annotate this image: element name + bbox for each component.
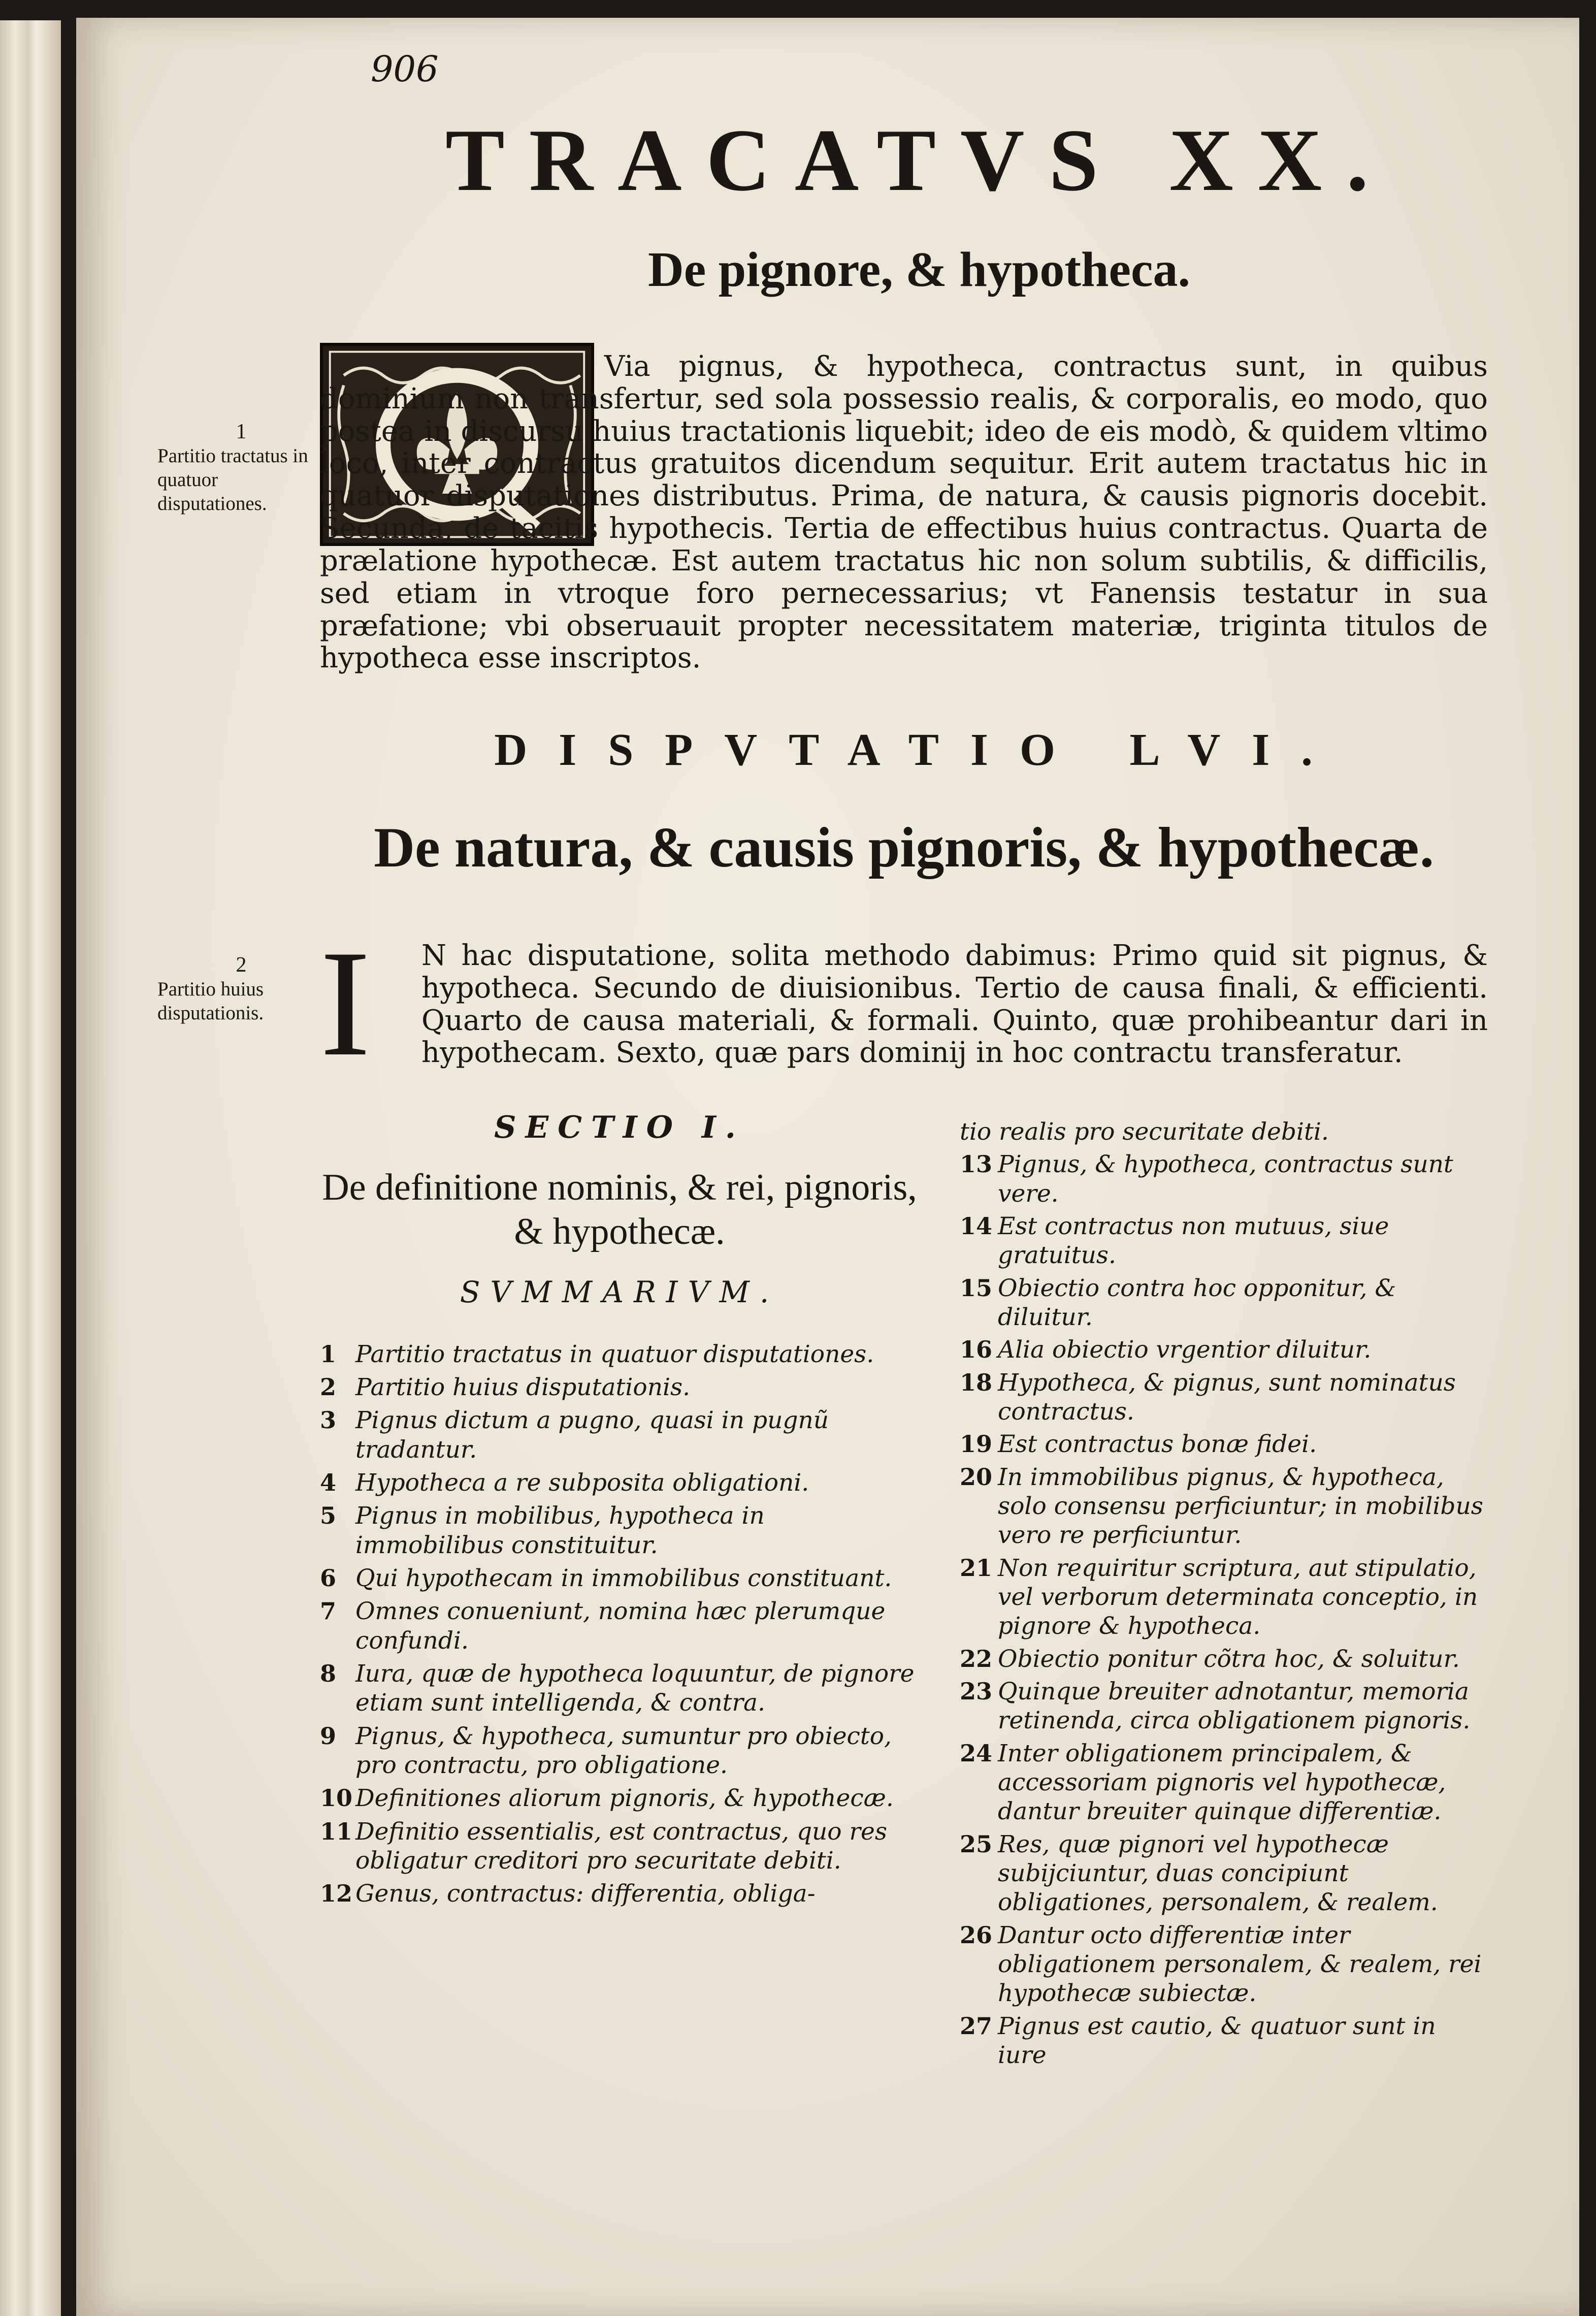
summary-text: Definitio essentialis, est contractus, quo res obligatur creditori pro securitate debiti.	[355, 1817, 887, 1875]
summary-number: 23	[960, 1677, 993, 1705]
summary-item	[960, 1921, 1488, 2008]
summary-number: 25	[960, 1830, 993, 1858]
summary-item	[960, 1335, 1488, 1364]
section-title: SECTIO I.	[494, 1110, 745, 1145]
summary-number: 12	[320, 1880, 353, 1908]
dropcap-i: I	[320, 919, 371, 1087]
summary-number: 10	[320, 1784, 353, 1812]
summary-number: 22	[960, 1645, 993, 1672]
summary-text: Genus, contractus: differentia, obliga-	[355, 1880, 816, 1908]
summary-item	[960, 1645, 1488, 1674]
summary-number: 24	[960, 1739, 993, 1767]
summary-item	[320, 1784, 919, 1813]
summary-item-continuation	[960, 1117, 1488, 1146]
summary-list-left	[320, 1340, 919, 1909]
margin-note-1	[157, 419, 325, 516]
summary-number: 21	[960, 1554, 993, 1582]
disputatio-subtitle: De natura, & causis pignoris, & hypothecæ.	[374, 816, 1434, 879]
summary-number: 18	[960, 1368, 993, 1396]
page-number: 906	[371, 48, 439, 90]
summary-text: Res, quæ pignori vel hypothecæ subijciuntur, duas concipiunt obligationes, personalem, & realem.	[998, 1830, 1438, 1917]
margin-note-text: Partitio huius disputationis.	[157, 978, 264, 1024]
summary-item	[960, 1739, 1488, 1826]
summary-item	[960, 1677, 1488, 1735]
summary-number: 20	[960, 1463, 993, 1491]
right-column	[960, 1117, 1488, 2073]
summary-number: 2	[320, 1373, 337, 1401]
summary-number: 6	[320, 1564, 337, 1592]
summary-item	[960, 1430, 1488, 1459]
tractatus-subtitle: De pignore, & hypotheca.	[648, 242, 1190, 297]
summary-item	[320, 1406, 919, 1464]
summary-text: Pignus in mobilibus, hypotheca in immobilibus constituitur.	[355, 1502, 765, 1559]
summary-text: Inter obligationem principalem, & accessoriam pignoris vel hypothecæ, dantur breuiter quinque differentiæ.	[998, 1739, 1446, 1826]
summary-item	[320, 1817, 919, 1876]
summary-item	[320, 1340, 919, 1369]
summary-number: 3	[320, 1406, 337, 1434]
summary-item	[960, 1150, 1488, 1208]
summary-text: Definitiones aliorum pignoris, & hypothecæ.	[355, 1784, 894, 1813]
summary-number: 15	[960, 1274, 993, 1302]
summary-text: Iura, quæ de hypotheca loquuntur, de pignore etiam sunt intelligenda, & contra.	[355, 1659, 915, 1717]
summary-text: Qui hypothecam in immobilibus constituant.	[355, 1564, 892, 1592]
margin-note-text: Partitio tractatus in quatuor disputationes.	[157, 445, 308, 514]
intro-paragraph: Via pignus, & hypotheca, contractus sunt, in quibus dominium non transfertur, sed sola possessio realis, & corporalis, eo modo, quo postea in discursu huius tractationis liquebit; ideo de eis modò, & quidem vltimo loco, inter contractus gratuitos dicendum sequitur. Erit autem tractatus hic in quatuor disputationes distributus. Prima, de natura, & causis pignoris docebit. Secunda, de tacitis hypothecis. Tertia de effectibus huius contractus. Quarta de prælatione hypothecæ. Est autem tractatus hic non solum subtilis, & difficilis, sed etiam in vtroque foro pernecessarius; vt Fanensis testatur in sua præfatione; vbi obseruauit propter necessitatem materiæ, triginta titulos de hypotheca esse inscriptos.	[320, 350, 1488, 675]
summary-item	[960, 1274, 1488, 1332]
summary-number: 7	[320, 1597, 337, 1625]
summary-item	[320, 1879, 919, 1908]
summarium-title: SVMMARIVM.	[460, 1274, 779, 1309]
summary-item	[320, 1564, 919, 1593]
summary-text: Partitio huius disputationis.	[355, 1373, 691, 1401]
summary-number: 13	[960, 1150, 993, 1178]
summary-number: 5	[320, 1502, 337, 1530]
summary-item	[960, 1830, 1488, 1917]
disputatio-title: DISPVTATIO LVI.	[494, 725, 1344, 775]
summary-text: Partitio tractatus in quatuor disputationes.	[355, 1340, 874, 1368]
summary-number: 11	[320, 1817, 353, 1845]
summary-item	[320, 1597, 919, 1655]
summary-number: 8	[320, 1659, 337, 1687]
summary-text: Quinque breuiter adnotantur, memoria retinenda, circa obligationem pignoris.	[998, 1677, 1471, 1735]
summary-item	[320, 1501, 919, 1560]
summary-item	[320, 1468, 919, 1497]
summary-text: Pignus, & hypotheca, sumuntur pro obiecto, pro contractu, pro obligatione.	[355, 1722, 892, 1779]
summary-number: 26	[960, 1921, 993, 1949]
summary-text: In immobilibus pignus, & hypotheca, solo consensu perficiuntur; in mobilibus vero re perficiuntur.	[998, 1463, 1483, 1550]
summary-number: 16	[960, 1336, 993, 1364]
summary-text: Hypotheca, & pignus, sunt nominatus contractus.	[998, 1368, 1456, 1426]
summary-text: Dantur octo differentiæ inter obligationem personalem, & realem, rei hypothecæ subiectæ.	[998, 1921, 1482, 2008]
summary-item	[960, 2012, 1488, 2070]
summary-item	[960, 1368, 1488, 1427]
summary-number: 19	[960, 1430, 993, 1458]
summary-text: Est contractus non mutuus, siue gratuitus.	[998, 1212, 1389, 1270]
margin-note-2	[157, 952, 325, 1025]
summary-number: 1	[320, 1340, 337, 1368]
summary-number: 9	[320, 1722, 337, 1750]
disputatio-intro-paragraph: N hac disputatione, solita methodo dabimus: Primo quid sit pignus, & hypotheca. Secundo de diuisionibus. Tertio de causa finali, & efficienti. Quarto de causa materiali, & formali. Quinto, quæ prohibeantur dari in hypothecam. Sexto, quæ pars dominij in hoc contractu transferatur.	[421, 939, 1488, 1070]
summary-text: Pignus est cautio, & quatuor sunt in iure	[998, 2012, 1436, 2069]
summary-number: 4	[320, 1468, 337, 1496]
summary-text: Non requiritur scriptura, aut stipulatio, vel verborum determinata conceptio, in pignore & hypotheca.	[998, 1554, 1478, 1640]
book-page	[76, 18, 1579, 2316]
summary-item	[960, 1212, 1488, 1270]
summary-item	[960, 1463, 1488, 1550]
margin-note-number: 1	[236, 420, 247, 443]
left-column	[320, 1110, 919, 1913]
summary-text: tio realis pro securitate debiti.	[960, 1118, 1329, 1146]
summary-text: Pignus dictum a pugno, quasi in pugnũ tradantur.	[355, 1406, 829, 1464]
summary-text: Obiectio ponitur cõtra hoc, & soluitur.	[998, 1645, 1460, 1673]
margin-note-number: 2	[236, 953, 247, 977]
summary-list-right	[960, 1117, 1488, 2070]
summary-number: 14	[960, 1212, 993, 1240]
section-heading: De definitione nominis, & rei, pignoris, & hypothecæ.	[322, 1167, 917, 1253]
summary-item	[320, 1722, 919, 1780]
summary-text: Pignus, & hypotheca, contractus sunt vere.	[998, 1150, 1453, 1208]
summary-text: Est contractus bonæ fidei.	[998, 1430, 1317, 1459]
summary-item	[320, 1373, 919, 1402]
summary-number: 27	[960, 2012, 993, 2040]
summary-item	[320, 1659, 919, 1718]
tractatus-title: TRACATVS XX.	[445, 111, 1393, 209]
summary-text: Omnes conueniunt, nomina hæc plerumque confundi.	[355, 1597, 886, 1655]
summary-text: Obiectio contra hoc opponitur, & diluitur.	[998, 1274, 1396, 1331]
summary-item	[960, 1554, 1488, 1641]
summary-text: Hypotheca a re subposita obligationi.	[355, 1468, 809, 1497]
summary-text: Alia obiectio vrgentior diluitur.	[998, 1336, 1372, 1364]
